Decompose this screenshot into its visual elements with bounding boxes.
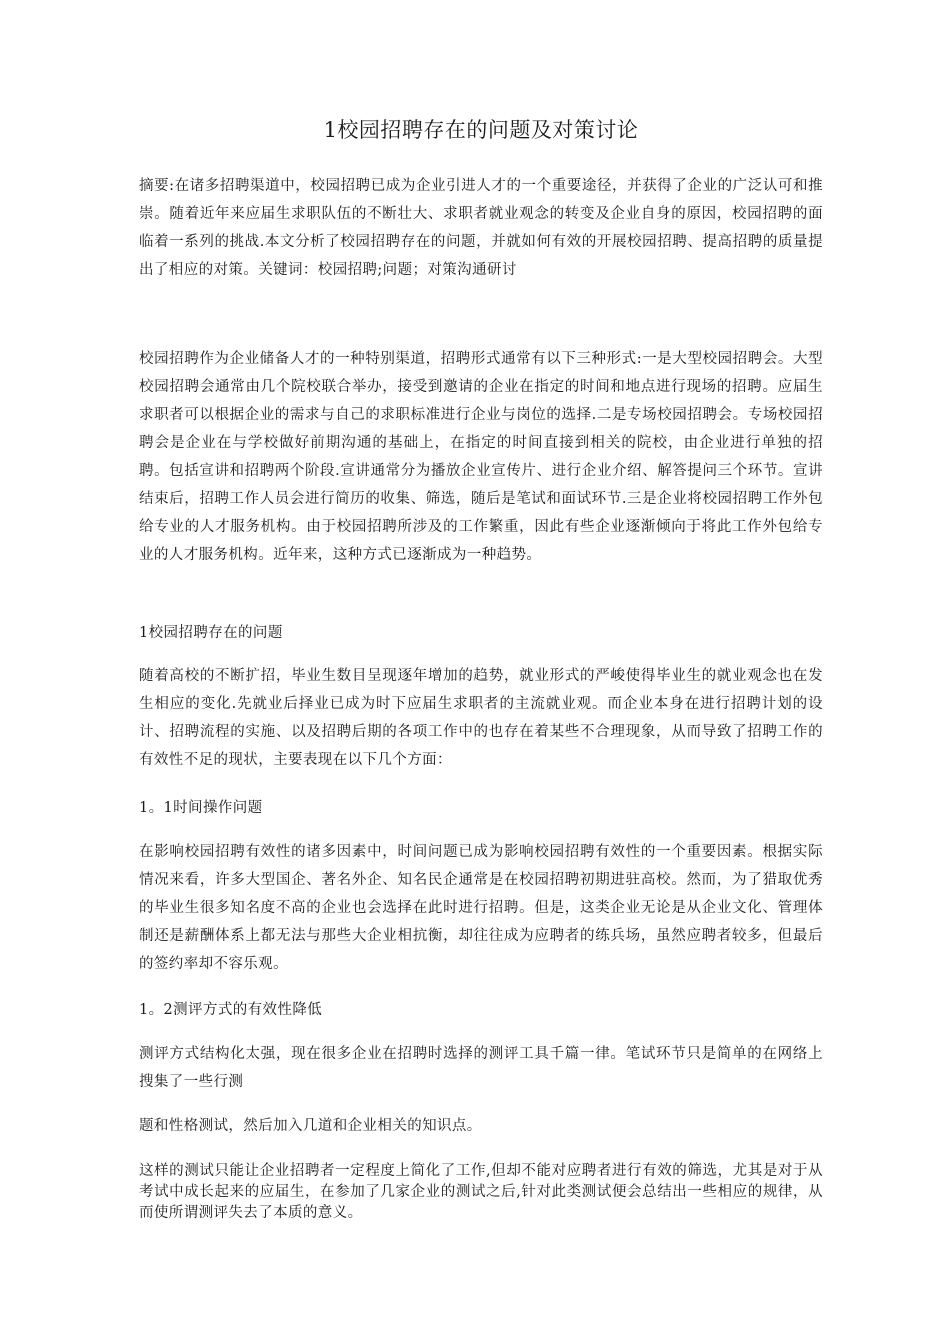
section-1-2-paragraph-c: 这样的测试只能让企业招聘者一定程度上简化了工作,但却不能对应聘者进行有效的筛选，尤其是对于从考试中成长起来的应届生，在参加了几家企业的测试之后,针对此类测试便会总结出一些相应的规律，从而使所谓测评失去了本质的意义。 — [139, 1163, 823, 1221]
section-heading-1-1: 1。1时间操作问题 — [139, 800, 263, 816]
section-heading-1-2: 1。2测评方式的有效性降低 — [139, 1002, 323, 1018]
section-heading-1: 1校园招聘存在的问题 — [139, 625, 283, 641]
document-title: 1校园招聘存在的问题及对策讨论 — [323, 118, 639, 142]
section-1-paragraph: 随着高校的不断扩招，毕业生数目呈现逐年增加的趋势，就业形式的严峻使得毕业生的就业观念也在发生相应的变化.先就业后择业已成为时下应届生求职者的主流就业观。而企业本身在进行招聘计划的设计、招聘流程的实施、以及招聘后期的各项工作中的也存在着某些不合理现象，从而导致了招聘工作的有效性不足的现状，主要表现在以下几个方面： — [139, 668, 823, 768]
section-1-2-paragraph-a: 测评方式结构化太强，现在很多企业在招聘时选择的测评工具千篇一律。笔试环节只是简单的在网络上搜集了一些行测 — [139, 1046, 823, 1090]
section-1-1-paragraph: 在影响校园招聘有效性的诸多因素中，时间问题已成为影响校园招聘有效性的一个重要因素。根据实际情况来看，许多大型国企、著名外企、知名民企通常是在校园招聘初期进驻高校。然而，为了猎取优秀的毕业生很多知名度不高的企业也会选择在此时进行招聘。但是，这类企业无论是从企业文化、管理体制还是薪酬体系上都无法与那些大企业相抗衡，却往往成为应聘者的练兵场，虽然应聘者较多，但最后的签约率却不容乐观。 — [139, 844, 823, 972]
section-1-2-paragraph-b: 题和性格测试，然后加入几道和企业相关的知识点。 — [139, 1118, 482, 1134]
abstract-paragraph: 摘要:在诸多招聘渠道中，校园招聘已成为企业引进人才的一个重要途径，并获得了企业的广泛认可和推崇。随着近年来应届生求职队伍的不断壮大、求职者就业观念的转变及企业自身的原因，校园招聘的面临着一系列的挑战.本文分析了校园招聘存在的问题，并就如何有效的开展校园招聘、提高招聘的质量提出了相应的对策。关键词：校园招聘;问题；对策沟通研讨 — [139, 178, 823, 278]
intro-paragraph: 校园招聘作为企业储备人才的一种特别渠道，招聘形式通常有以下三种形式:一是大型校园招聘会。大型校园招聘会通常由几个院校联合举办，接受到邀请的企业在指定的时间和地点进行现场的招聘。应届生求职者可以根据企业的需求与自己的求职标准进行企业与岗位的选择.二是专场校园招聘会。专场校园招聘会是企业在与学校做好前期沟通的基础上，在指定的时间直接到相关的院校，由企业进行单独的招聘。包括宣讲和招聘两个阶段.宣讲通常分为播放企业宣传片、进行企业介绍、解答提问三个环节。宣讲结束后，招聘工作人员会进行简历的收集、筛选，随后是笔试和面试环节.三是企业将校园招聘工作外包给专业的人才服务机构。由于校园招聘所涉及的工作繁重，因此有些企业逐渐倾向于将此工作外包给专业的人才服务机构。近年来，这种方式已逐渐成为一种趋势。 — [139, 351, 823, 563]
